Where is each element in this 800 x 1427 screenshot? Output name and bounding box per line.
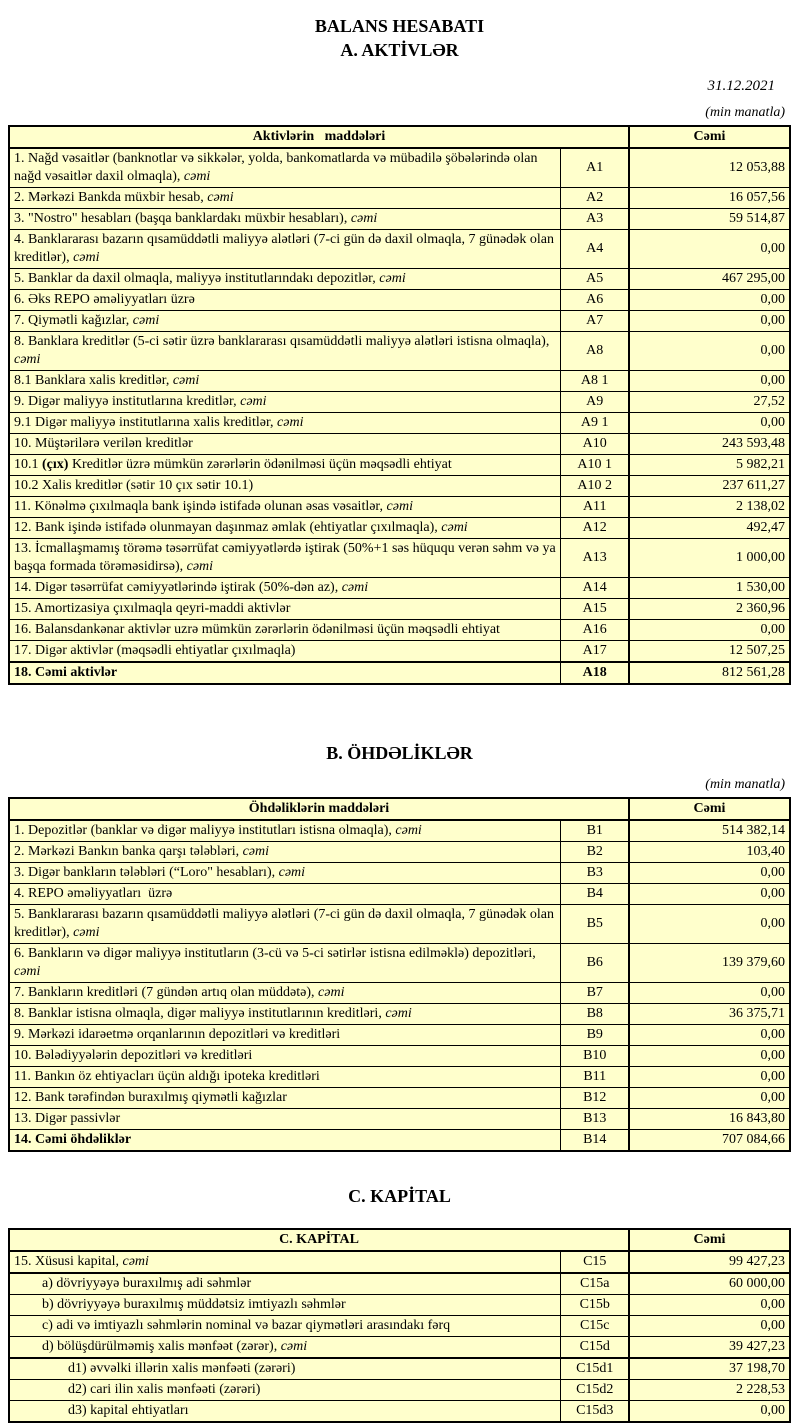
row-code: A16: [561, 620, 629, 641]
row-value: 0,00: [629, 290, 790, 311]
row-label: b) dövriyyəyə buraxılmış müddətsiz imtiyazlı səhmlər: [9, 1295, 561, 1316]
row-value: 0,00: [629, 983, 790, 1004]
row-value: 39 427,23: [629, 1337, 790, 1359]
capital-header-label: C. KAPİTAL: [9, 1229, 629, 1251]
table-row: [9, 392, 790, 413]
row-value: 99 427,23: [629, 1251, 790, 1273]
table-row: [9, 1251, 790, 1273]
row-value: 0,00: [629, 230, 790, 269]
row-code: B9: [561, 1025, 629, 1046]
row-code: C15d2: [561, 1380, 629, 1401]
table-row: [9, 1380, 790, 1401]
row-value: 16 843,80: [629, 1109, 790, 1130]
row-label: 5. Banklar da daxil olmaqla, maliyyə institutlarındakı depozitlər, cəmi: [9, 269, 561, 290]
row-code: B2: [561, 842, 629, 863]
row-value: 1 000,00: [629, 539, 790, 578]
table-row: [9, 599, 790, 620]
row-label: d2) cari ilin xalis mənfəəti (zərəri): [9, 1380, 561, 1401]
row-value: 0,00: [629, 1295, 790, 1316]
table-row: [9, 1295, 790, 1316]
table-row: [9, 148, 790, 188]
table-row: [9, 1316, 790, 1337]
row-value: 0,00: [629, 1088, 790, 1109]
row-label: c) adi və imtiyazlı səhmlərin nominal və bazar qiymətləri arasındakı fərq: [9, 1316, 561, 1337]
row-label: 11. Könəlmə çıxılmaqla bank işində istifadə olunan əsas vəsaitlər, cəmi: [9, 497, 561, 518]
row-value: 2 360,96: [629, 599, 790, 620]
table-row: [9, 1046, 790, 1067]
row-label: 10.2 Xalis kreditlər (sətir 10 çıx sətir 10.1): [9, 476, 561, 497]
section-b-title: B. ÖHDƏLİKLƏR: [326, 743, 473, 763]
row-label: 7. Bankların kreditləri (7 gündən artıq olan müddətə), cəmi: [9, 983, 561, 1004]
row-label: 8. Banklara kreditlər (5-ci sətir üzrə banklararası qısamüddətli maliyyə alətləri istisna olmaqla), cəmi: [9, 332, 561, 371]
table-row: [9, 413, 790, 434]
row-label: d) bölüşdürülməmiş xalis mənfəət (zərər), cəmi: [9, 1337, 561, 1359]
row-label: 9. Digər maliyyə institutlarına kreditlər, cəmi: [9, 392, 561, 413]
row-code: B1: [561, 820, 629, 842]
row-label: d1) əvvəlki illərin xalis mənfəəti (zərəri): [9, 1358, 561, 1380]
table-row: [9, 1067, 790, 1088]
row-label: d3) kapital ehtiyatları: [9, 1401, 561, 1423]
table-row: [9, 884, 790, 905]
row-value: 0,00: [629, 884, 790, 905]
row-value: 467 295,00: [629, 269, 790, 290]
assets-table: [8, 125, 791, 685]
table-row: [9, 476, 790, 497]
row-code: B11: [561, 1067, 629, 1088]
row-label: 15. Amortizasiya çıxılmaqla qeyri-maddi aktivlər: [9, 599, 561, 620]
row-code: A10 2: [561, 476, 629, 497]
row-label: 14. Cəmi öhdəliklər: [9, 1130, 561, 1152]
row-code: C15: [561, 1251, 629, 1273]
capital-table: [8, 1228, 791, 1423]
row-code: B5: [561, 905, 629, 944]
capital-header-row: [9, 1229, 790, 1251]
table-row: [9, 620, 790, 641]
table-row: [9, 371, 790, 392]
row-code: A14: [561, 578, 629, 599]
row-value: 0,00: [629, 1316, 790, 1337]
row-label: 2. Mərkəzi Bankda müxbir hesab, cəmi: [9, 188, 561, 209]
row-code: A18: [561, 662, 629, 684]
row-label: 4. REPO əməliyyatları üzrə: [9, 884, 561, 905]
row-value: 812 561,28: [629, 662, 790, 684]
table-row: [9, 518, 790, 539]
table-row: [9, 1337, 790, 1359]
row-code: B14: [561, 1130, 629, 1152]
table-row: [9, 983, 790, 1004]
row-code: B12: [561, 1088, 629, 1109]
row-value: 243 593,48: [629, 434, 790, 455]
row-label: 9. Mərkəzi idarəetmə orqanlarının depozitləri və kreditləri: [9, 1025, 561, 1046]
liabilities-table: [8, 797, 791, 1152]
table-row: [9, 1358, 790, 1380]
table-row: [9, 641, 790, 663]
row-code: A10: [561, 434, 629, 455]
row-code: B8: [561, 1004, 629, 1025]
row-label: 12. Bank tərəfindən buraxılmış qiymətli kağızlar: [9, 1088, 561, 1109]
assets-header-row: [9, 126, 790, 148]
section-a-title: A. AKTİVLƏR: [340, 40, 459, 60]
row-code: A2: [561, 188, 629, 209]
table-row: [9, 1401, 790, 1423]
row-value: 0,00: [629, 1067, 790, 1088]
table-row: [9, 269, 790, 290]
row-code: A3: [561, 209, 629, 230]
row-code: A6: [561, 290, 629, 311]
section-c-title: C. KAPİTAL: [348, 1186, 451, 1206]
row-code: C15b: [561, 1295, 629, 1316]
table-row: [9, 332, 790, 371]
row-value: 0,00: [629, 863, 790, 884]
row-label: 9.1 Digər maliyyə institutlarına xalis kreditlər, cəmi: [9, 413, 561, 434]
row-label: a) dövriyyəyə buraxılmış adi səhmlər: [9, 1273, 561, 1295]
row-value: 0,00: [629, 905, 790, 944]
table-row: [9, 188, 790, 209]
row-code: B7: [561, 983, 629, 1004]
row-label: 14. Digər təsərrüfat cəmiyyətlərində iştirak (50%-dən az), cəmi: [9, 578, 561, 599]
row-value: 139 379,60: [629, 944, 790, 983]
row-label: 3. "Nostro" hesabları (başqa banklardakı müxbir hesabları), cəmi: [9, 209, 561, 230]
row-value: 16 057,56: [629, 188, 790, 209]
row-value: 60 000,00: [629, 1273, 790, 1295]
row-code: B4: [561, 884, 629, 905]
row-label: 17. Digər aktivlər (məqsədli ehtiyatlar çıxılmaqla): [9, 641, 561, 663]
row-code: B6: [561, 944, 629, 983]
row-label: 6. Əks REPO əməliyyatları üzrə: [9, 290, 561, 311]
row-code: A8: [561, 332, 629, 371]
report-title: BALANS HESABATI: [314, 16, 485, 36]
table-row: [9, 230, 790, 269]
report-date: 31.12.2021: [707, 78, 775, 94]
row-value: 0,00: [629, 413, 790, 434]
row-code: C15d3: [561, 1401, 629, 1423]
row-value: 12 053,88: [629, 148, 790, 188]
row-label: 18. Cəmi aktivlər: [9, 662, 561, 684]
row-value: 59 514,87: [629, 209, 790, 230]
row-code: C15c: [561, 1316, 629, 1337]
row-label: 2. Mərkəzi Bankın banka qarşı tələbləri, cəmi: [9, 842, 561, 863]
assets-header-label: Aktivlərin maddələri: [9, 126, 629, 148]
row-value: 36 375,71: [629, 1004, 790, 1025]
row-value: 5 982,21: [629, 455, 790, 476]
row-code: A7: [561, 311, 629, 332]
row-code: C15d: [561, 1337, 629, 1359]
liabilities-header-label: Öhdəliklərin maddələri: [9, 798, 629, 820]
table-row: [9, 311, 790, 332]
row-label: 11. Bankın öz ehtiyacları üçün aldığı ipoteka kreditləri: [9, 1067, 561, 1088]
row-code: A1: [561, 148, 629, 188]
row-code: A9 1: [561, 413, 629, 434]
row-code: A17: [561, 641, 629, 663]
row-code: A10 1: [561, 455, 629, 476]
row-code: A13: [561, 539, 629, 578]
table-row: [9, 578, 790, 599]
row-code: C15a: [561, 1273, 629, 1295]
table-row: [9, 820, 790, 842]
row-code: A8 1: [561, 371, 629, 392]
row-label: 1. Nağd vəsaitlər (banknotlar və sikkələr, yolda, bankomatlarda və mübadilə şöbələrində olan nağd vəsaitlər daxil olmaqla), cəmi: [9, 148, 561, 188]
table-row: [9, 497, 790, 518]
row-label: 10. Müştərilərə verilən kreditlər: [9, 434, 561, 455]
table-row: [9, 863, 790, 884]
table-row: [9, 842, 790, 863]
row-label: 1. Depozitlər (banklar və digər maliyyə institutları istisna olmaqla), cəmi: [9, 820, 561, 842]
row-code: A15: [561, 599, 629, 620]
row-code: A9: [561, 392, 629, 413]
row-label: 4. Banklararası bazarın qısamüddətli maliyyə alətləri (7-ci gün də daxil olmaqla, 7 günədək olan kreditlər), cəmi: [9, 230, 561, 269]
row-code: A11: [561, 497, 629, 518]
table-row: [9, 434, 790, 455]
table-row: [9, 290, 790, 311]
row-code: B13: [561, 1109, 629, 1130]
row-value: 103,40: [629, 842, 790, 863]
liabilities-header-value: Cəmi: [629, 798, 790, 820]
row-value: 0,00: [629, 1046, 790, 1067]
row-value: 37 198,70: [629, 1358, 790, 1380]
table-row: [9, 539, 790, 578]
row-label: 3. Digər bankların tələbləri (“Loro" hesabları), cəmi: [9, 863, 561, 884]
row-value: 492,47: [629, 518, 790, 539]
table-row: [9, 1025, 790, 1046]
table-row: [9, 1088, 790, 1109]
table-row: [9, 1109, 790, 1130]
row-label: 12. Bank işində istifadə olunmayan daşınmaz əmlak (ehtiyatlar çıxılmaqla), cəmi: [9, 518, 561, 539]
row-code: A12: [561, 518, 629, 539]
row-label: 8. Banklar istisna olmaqla, digər maliyyə institutlarının kreditləri, cəmi: [9, 1004, 561, 1025]
row-value: 2 138,02: [629, 497, 790, 518]
row-label: 15. Xüsusi kapital, cəmi: [9, 1251, 561, 1273]
table-row: [9, 662, 790, 684]
row-value: 1 530,00: [629, 578, 790, 599]
unit-note-a: (min manatla): [705, 105, 785, 120]
row-code: A4: [561, 230, 629, 269]
row-label: 7. Qiymətli kağızlar, cəmi: [9, 311, 561, 332]
capital-header-value: Cəmi: [629, 1229, 790, 1251]
row-value: 0,00: [629, 1401, 790, 1423]
row-value: 0,00: [629, 620, 790, 641]
row-label: 16. Balansdankənar aktivlər uzrə mümkün zərərlərin ödənilməsi üçün məqsədli ehtiyat: [9, 620, 561, 641]
row-value: 0,00: [629, 1025, 790, 1046]
row-label: 10. Bələdiyyələrin depozitləri və kreditləri: [9, 1046, 561, 1067]
table-row: [9, 455, 790, 476]
row-label: 13. Digər passivlər: [9, 1109, 561, 1130]
table-row: [9, 209, 790, 230]
table-row: [9, 944, 790, 983]
row-value: 27,52: [629, 392, 790, 413]
unit-note-b: (min manatla): [705, 777, 785, 792]
assets-header-value: Cəmi: [629, 126, 790, 148]
row-label: 6. Bankların və digər maliyyə institutların (3-cü və 5-ci sətirlər istisna edilməklə) depozitləri, cəmi: [9, 944, 561, 983]
row-label: 8.1 Banklara xalis kreditlər, cəmi: [9, 371, 561, 392]
row-label: 13. İcmallaşmamış törəmə təsərrüfat cəmiyyətlərdə iştirak (50%+1 səs hüququ verən səhm və ya başqa formada törəməsidirsə), cəmi: [9, 539, 561, 578]
row-value: 0,00: [629, 311, 790, 332]
row-code: B3: [561, 863, 629, 884]
row-value: 0,00: [629, 332, 790, 371]
row-value: 0,00: [629, 371, 790, 392]
row-label: 10.1 (çıx) Kreditlər üzrə mümkün zərərlərin ödənilməsi üçün məqsədli ehtiyat: [9, 455, 561, 476]
table-row: [9, 905, 790, 944]
row-value: 12 507,25: [629, 641, 790, 663]
row-value: 707 084,66: [629, 1130, 790, 1152]
row-code: B10: [561, 1046, 629, 1067]
row-value: 514 382,14: [629, 820, 790, 842]
table-row: [9, 1130, 790, 1152]
row-code: C15d1: [561, 1358, 629, 1380]
table-row: [9, 1273, 790, 1295]
row-label: 5. Banklararası bazarın qısamüddətli maliyyə alətləri (7-ci gün də daxil olmaqla, 7 günədək olan kreditlər), cəmi: [9, 905, 561, 944]
liabilities-header-row: [9, 798, 790, 820]
row-code: A5: [561, 269, 629, 290]
table-row: [9, 1004, 790, 1025]
row-value: 2 228,53: [629, 1380, 790, 1401]
row-value: 237 611,27: [629, 476, 790, 497]
